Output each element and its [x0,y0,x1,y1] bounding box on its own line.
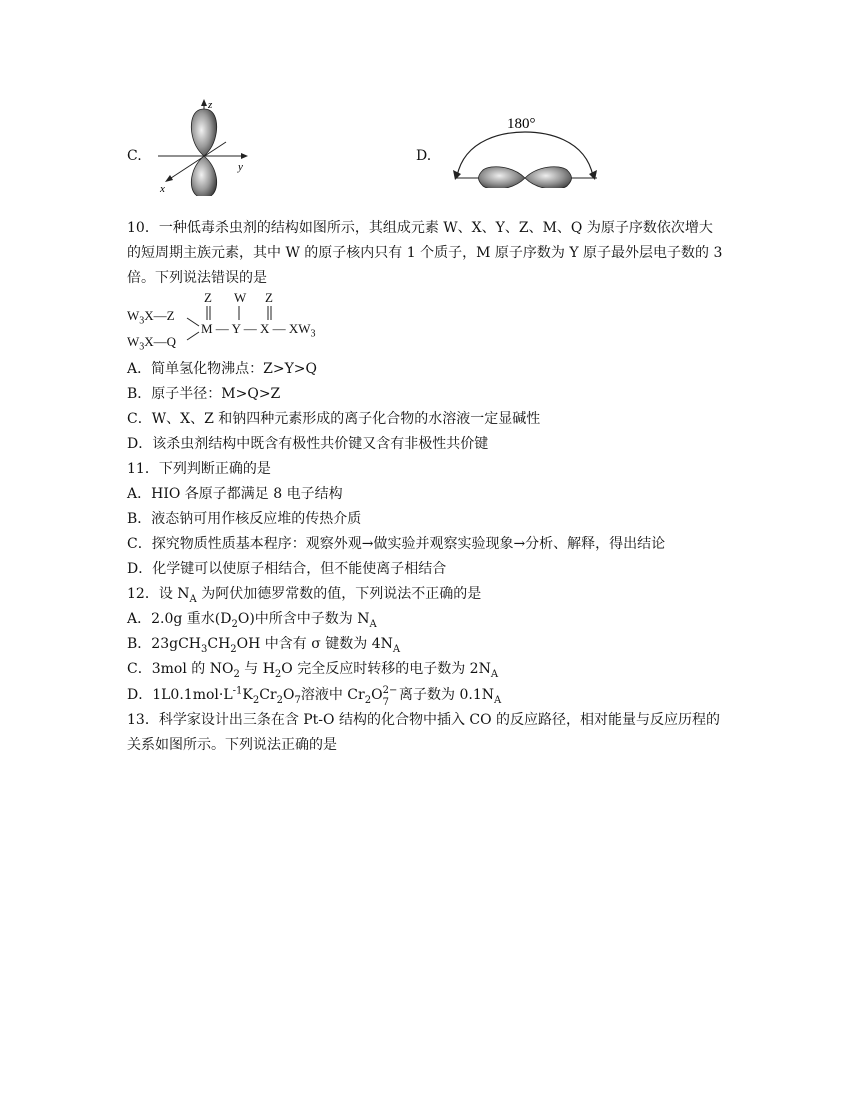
q13-line2: 关系如图所示。下列说法正确的是 [127,737,337,753]
angle-label: 180° [507,116,536,132]
struct-chain: M — Y — X — $XW_3$ [201,321,316,340]
struct-left-bottom: $W_3X—Q$ [127,334,177,353]
q10-option-c: C．W、X、Z 和钠四种元素形成的离子化合物的水溶液一定显碱性 [127,411,541,427]
struct-top-z1: Z [204,290,212,305]
q11-option-a: A．HIO 各原子都满足 8 电子结构 [127,486,343,502]
struct-top-z2: Z [265,290,273,305]
y-axis-label: y [238,161,243,173]
option-d-label: D. [416,148,432,164]
struct-top-w: W [234,290,247,305]
q11-option-d: D．化学键可以使原子相结合，但不能使离子相结合 [127,561,447,577]
q10-line1: 10．一种低毒杀虫剂的结构如图所示，其组成元素 W、X、Y、Z、M、Q 为原子序数依次增大 [127,220,713,236]
q10-option-d: D．该杀虫剂结构中既含有极性共价键又含有非极性共价键 [127,436,489,452]
q13-line1: 13．科学家设计出三条在含 Pt-O 结构的化合物中插入 CO 的反应路径，相对能量与反应历程的 [127,712,721,728]
q12-option-a: A．2.0g 重水$(D_2O)$中所含中子数为 $N_A$ [127,611,377,630]
option-c-label: C. [127,148,142,164]
q10-option-a: A．简单氢化物沸点：Z>Y>Q [127,361,318,377]
q12-option-b: B．$23gCH_3CH_2OH$ 中含有 σ 键数为 $4N_A$ [127,636,401,655]
q10-structure [127,290,367,353]
q11-option-c: C．探究物质性质基本程序：观察外观→做实验并观察实验现象→分析、解释，得出结论 [127,536,666,552]
q10-line2: 的短周期主族元素，其中 W 的原子核内只有 1 个质子，M 原子序数为 Y 原子最外层电子数的 3 [127,245,723,261]
q12-option-c: C．3mol 的 $NO_2$ 与 $H_2O$ 完全反应时转移的电子数为 $2N_A$ [127,661,499,680]
q12-option-d: D．$1L0.1mol\cdot L^{-1}K_2Cr_2O_7$溶液中 $Cr_2O$ 2− 7 离子数为 $0.1N_A$ [127,685,502,708]
q11-stem: 11．下列判断正确的是 [127,461,271,477]
q10-option-b: B．原子半径：M>Q>Z [127,386,281,402]
z-axis-label: z [208,99,213,111]
struct-left-top: $W_3X—Z$ [127,308,175,327]
q11-option-b: B．液态钠可用作核反应堆的传热介质 [127,511,362,527]
q12-stem: 12．设 $N_A$ 为阿伏加德罗常数的值，下列说法不正确的是 [127,586,482,605]
q10-line3: 倍。下列说法错误的是 [127,270,267,286]
sp-orbital-figure [445,108,605,188]
x-axis-label: x [160,183,165,195]
pz-orbital-figure [148,96,258,196]
